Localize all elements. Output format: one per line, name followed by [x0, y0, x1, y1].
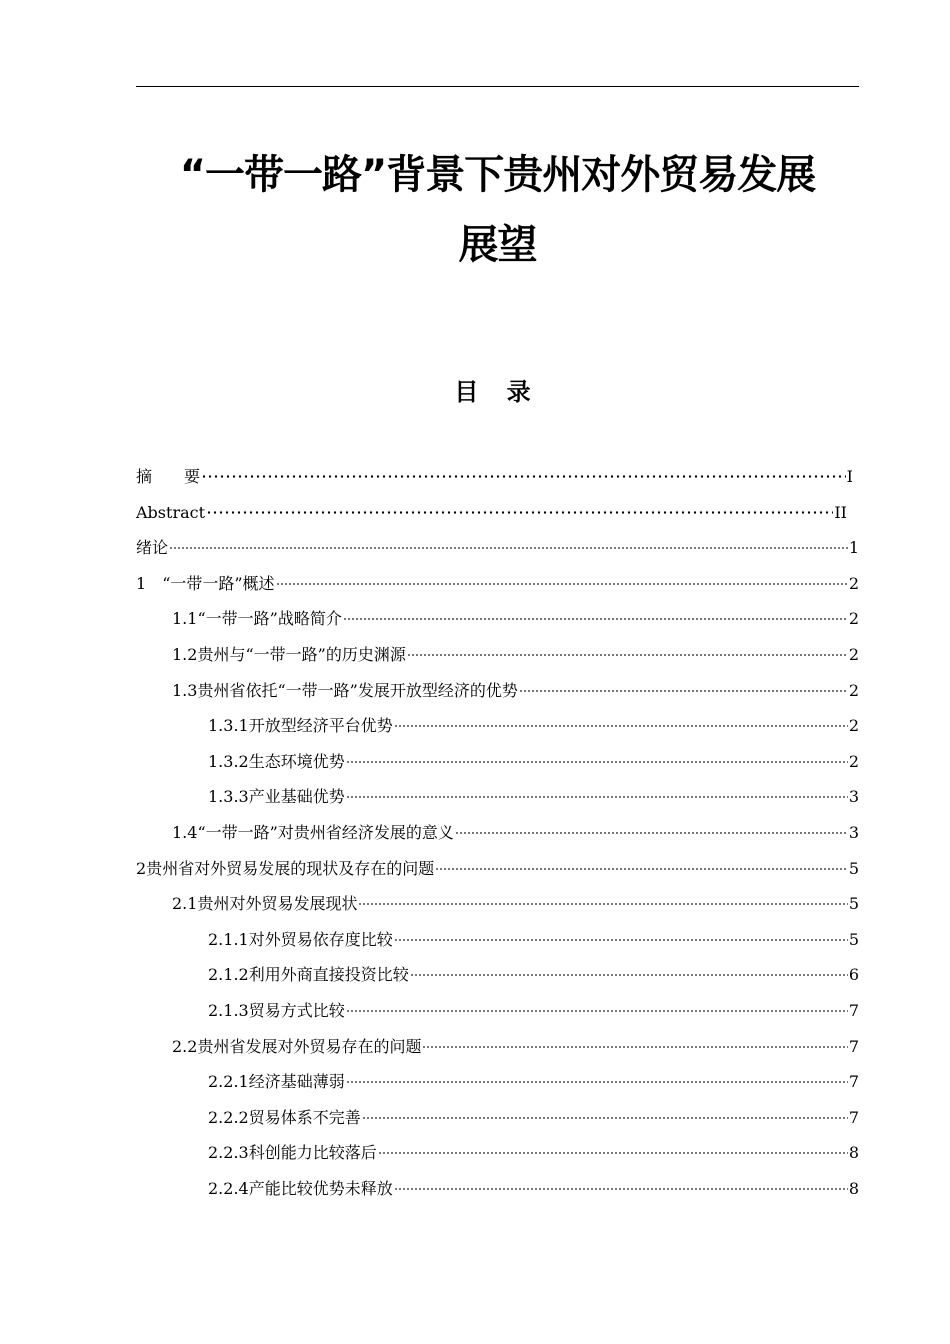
toc-entry-page: 3	[848, 787, 859, 807]
toc-entry-label: 生态环境优势	[248, 751, 345, 771]
toc-entry-number: 2.1.2	[208, 965, 249, 985]
toc-entry-page: I	[846, 467, 853, 486]
toc-entry-label: “一带一路”战略简介	[197, 609, 342, 629]
toc-entry-page: 2	[848, 573, 859, 593]
toc-entry[interactable]	[136, 708, 859, 744]
toc-entry-label: 开放型经济平台优势	[248, 716, 393, 736]
toc-dot-leader	[169, 547, 848, 549]
toc-entry-number: 2.2	[172, 1036, 198, 1056]
toc-entry-page: 7	[848, 1036, 859, 1056]
toc-dot-leader	[362, 1117, 848, 1119]
toc-entry-page: 7	[848, 1072, 859, 1092]
toc-dot-leader	[407, 654, 848, 656]
toc-entry[interactable]	[136, 566, 859, 602]
toc-entry-page: 1	[848, 538, 859, 558]
toc-entry[interactable]	[136, 1100, 859, 1136]
toc-dot-leader	[378, 1152, 848, 1154]
toc-dot-leader	[394, 939, 848, 941]
toc-entry-page: 2	[848, 609, 859, 629]
toc-entry-number: 1.3.2	[208, 751, 249, 771]
toc-entry-page: 3	[848, 822, 859, 842]
toc-dot-leader	[455, 832, 848, 834]
toc-entry-label: 利用外商直接投资比较	[248, 965, 409, 985]
toc-entry-number: 1.1	[172, 609, 198, 629]
toc-heading: 目 录	[454, 378, 541, 406]
toc-entry-number: 2.1.1	[208, 929, 249, 949]
toc-entry-page: 2	[848, 680, 859, 700]
toc-entry-number: 1.3	[172, 680, 198, 700]
toc-entry-number: 2.2.3	[208, 1143, 249, 1163]
toc-dot-leader	[358, 903, 847, 905]
toc-dot-leader	[201, 475, 846, 478]
toc-entry[interactable]	[136, 530, 859, 566]
toc-entry[interactable]	[136, 922, 859, 958]
toc-entry-label: 产能比较优势未释放	[248, 1178, 393, 1198]
toc-dot-leader	[346, 1081, 848, 1083]
toc-entry-number: 1.3.1	[208, 716, 249, 736]
toc-entry[interactable]	[136, 993, 859, 1029]
document-title-line1: “一带一路”背景下贵州对外贸易发展	[179, 152, 816, 198]
toc-entry-label: “一带一路”对贵州省经济发展的意义	[197, 822, 454, 842]
toc-entry[interactable]	[136, 851, 859, 887]
toc-entry-number: 2.2.2	[208, 1107, 249, 1127]
toc-entry-label: Abstract	[136, 502, 206, 522]
toc-entry-label: 产业基础优势	[248, 787, 345, 807]
toc-entry-number: 2.2.1	[208, 1072, 249, 1092]
toc-entry[interactable]	[136, 744, 859, 780]
toc-dot-leader	[346, 796, 848, 798]
toc-dot-leader	[343, 618, 848, 620]
toc-entry-page: II	[834, 502, 847, 522]
toc-entry[interactable]	[136, 459, 859, 495]
toc-entry-number: 1	[136, 573, 163, 593]
toc-entry-number: 1.2	[172, 644, 198, 664]
toc-dot-leader	[346, 761, 848, 763]
toc-entry[interactable]	[136, 779, 859, 815]
toc-dot-leader	[276, 583, 848, 585]
toc-entry[interactable]	[136, 1064, 859, 1100]
toc-entry[interactable]	[136, 637, 859, 673]
toc-entry-label: 摘 要	[136, 467, 201, 486]
toc-entry-page: 7	[848, 1107, 859, 1127]
toc-entry-page: 7	[848, 1000, 859, 1020]
toc-entry-number: 2.1	[172, 894, 198, 914]
toc-entry-page: 5	[848, 858, 859, 878]
toc-dot-leader	[435, 868, 848, 870]
toc-entry-label: 贸易方式比较	[248, 1000, 345, 1020]
toc-entry-label: 贵州省发展对外贸易存在的问题	[197, 1036, 422, 1056]
toc-entry[interactable]	[136, 1171, 859, 1207]
toc-entry-label: 贵州省对外贸易发展的现状及存在的问题	[146, 858, 435, 878]
toc-entry-label: 经济基础薄弱	[248, 1072, 345, 1092]
toc-entry-label: 科创能力比较落后	[248, 1143, 377, 1163]
toc-entry[interactable]	[136, 601, 859, 637]
toc-dot-leader	[519, 690, 848, 692]
toc-entry-page: 2	[848, 644, 859, 664]
toc-entry-number: 1.3.3	[208, 787, 249, 807]
toc-entry-number: 1.4	[172, 822, 198, 842]
toc-entry-page: 5	[848, 929, 859, 949]
toc-dot-leader	[206, 511, 833, 514]
toc-entry[interactable]	[136, 815, 859, 851]
toc-entry-label: 贸易体系不完善	[248, 1107, 361, 1127]
header-rule	[136, 86, 859, 87]
toc-entry-page: 8	[848, 1143, 859, 1163]
toc-entry-label: 贵州与“一带一路”的历史渊源	[197, 644, 406, 664]
table-of-contents	[136, 459, 859, 1206]
toc-entry-page: 6	[848, 965, 859, 985]
toc-entry-label: 对外贸易依存度比较	[248, 929, 393, 949]
toc-dot-leader	[394, 725, 848, 727]
toc-entry-page: 2	[848, 751, 859, 771]
toc-dot-leader	[346, 1010, 848, 1012]
toc-entry-label: 贵州对外贸易发展现状	[197, 894, 358, 914]
toc-dot-leader	[410, 974, 848, 976]
toc-entry-number: 2.1.3	[208, 1000, 249, 1020]
toc-entry[interactable]	[136, 957, 859, 993]
document-title	[136, 140, 859, 280]
toc-entry-page: 5	[848, 894, 859, 914]
toc-entry-label: “一带一路”概述	[162, 573, 275, 593]
toc-entry[interactable]	[136, 1029, 859, 1065]
toc-dot-leader	[422, 1046, 847, 1048]
toc-entry[interactable]	[136, 1135, 859, 1171]
toc-entry[interactable]	[136, 495, 859, 531]
toc-entry-number: 2	[136, 858, 147, 878]
toc-entry-page: 2	[848, 716, 859, 736]
toc-entry-label: 贵州省依托“一带一路”发展开放型经济的优势	[197, 680, 518, 700]
toc-dot-leader	[394, 1188, 848, 1190]
toc-entry-label: 绪论	[136, 538, 169, 558]
document-title-line2: 展望	[458, 222, 537, 268]
toc-entry[interactable]	[136, 886, 859, 922]
toc-entry-page: 8	[848, 1178, 859, 1198]
toc-entry[interactable]	[136, 673, 859, 709]
toc-entry-number: 2.2.4	[208, 1178, 249, 1198]
